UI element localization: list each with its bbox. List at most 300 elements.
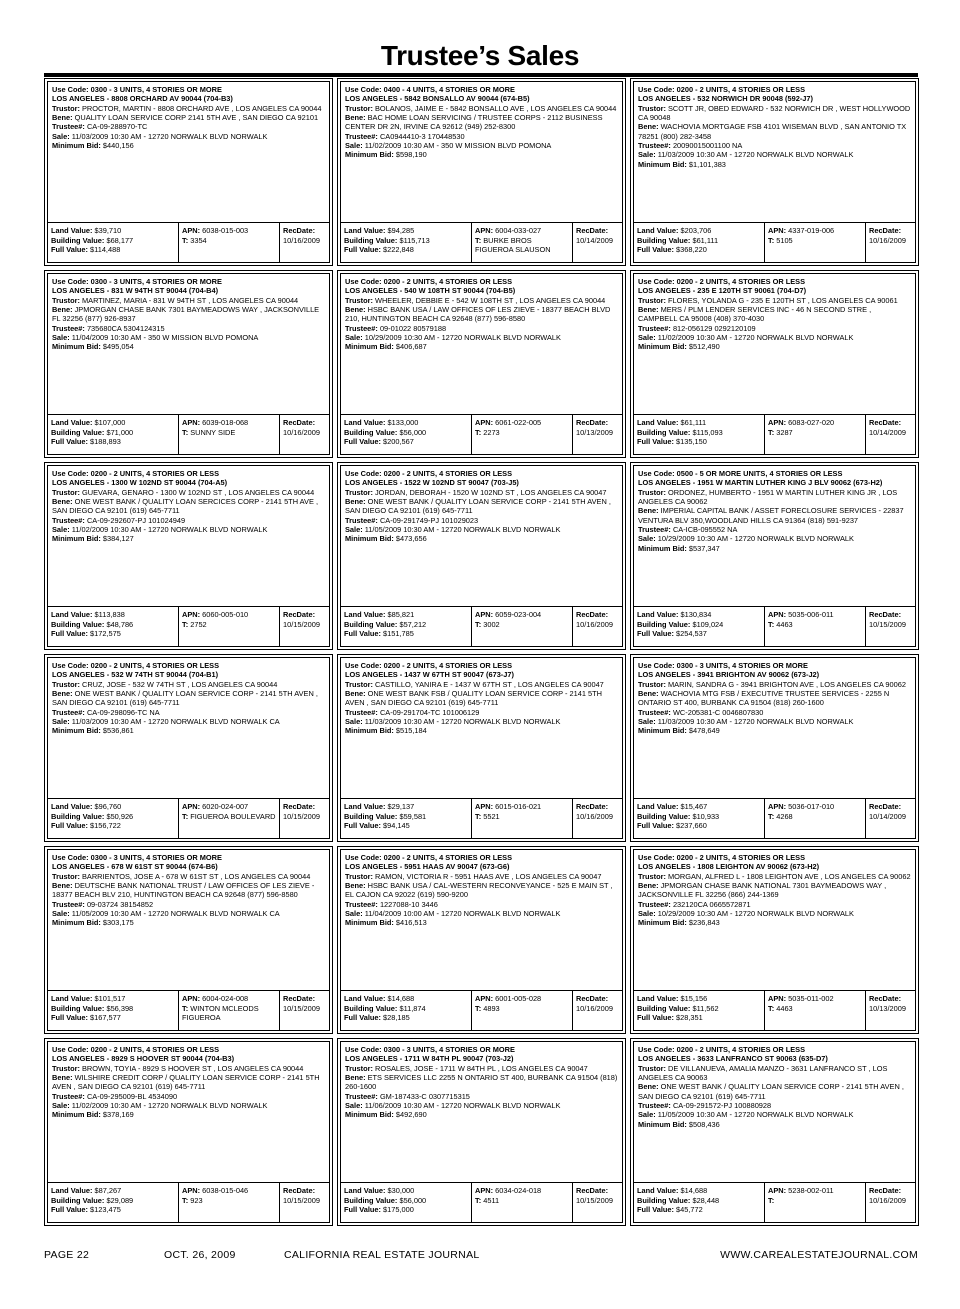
sale-info: 11/03/2009 10:30 AM - 12720 NORWALK BLVD NORWALK	[657, 716, 854, 726]
min-bid-line: Minimum Bid: $508,436	[638, 1119, 720, 1129]
trustee-line: Trustee#: CA-09-298096-TC NA	[52, 707, 160, 717]
trustor-line: Trustor: BROWN, TOYIA - 8929 S HOOVER ST , LOS ANGELES CA 90044	[52, 1063, 304, 1073]
apn: 5035-011-002	[788, 994, 834, 1003]
listing-details	[341, 850, 622, 990]
use-code: 0200 - 2 UNITS, 4 STORIES OR LESS	[90, 1045, 220, 1054]
beneficiary: WACHOVIA MORTGAGE FSB 4101 WISEMAN BLVD , SAN ANTONIO TX 78251 (800) 282-3458	[638, 122, 907, 141]
recdate-cell: RecDate: 10/15/2009	[279, 607, 329, 646]
trustee-line: Trustee#: CA-09-295009-BL 4534090	[52, 1091, 178, 1101]
building-value: $28,448	[692, 1195, 720, 1205]
journal-name: CALIFORNIA REAL ESTATE JOURNAL	[284, 1249, 480, 1261]
recdate-cell: RecDate: 10/16/2009	[572, 991, 622, 1030]
use-code-line: Use Code: 0300 - 3 UNITS, 4 STORIES OR MORE	[52, 85, 222, 94]
full-value: $175,000	[383, 1205, 414, 1215]
value-cell: Land Value: $14,688 Building Value: $28,448 Full Value: $45,772	[637, 1186, 720, 1215]
address: LOS ANGELES - 532 W 74TH ST 90044 (704-B1)	[52, 670, 219, 680]
listing-card	[337, 78, 626, 266]
sale-info: 11/02/2009 10:30 AM - 12720 NORWALK BLVD NORWALK	[71, 524, 268, 534]
listing-details	[341, 274, 622, 414]
min-bid-line: Minimum Bid: $478,649	[638, 726, 720, 736]
recdate-cell: RecDate: 10/13/2009	[572, 415, 622, 454]
listing-card	[630, 462, 919, 650]
beneficiary: QUALITY LOAN SERVICE CORP 2141 5TH AVE , SAN DIEGO CA 92101	[74, 112, 319, 122]
trustee-line: Trustee#: 232120CA 0665572871	[638, 899, 751, 909]
apn-cell: APN: 5238-002-011 T:	[764, 1183, 865, 1222]
property-address	[345, 1054, 618, 1063]
apn: 6039-018-068	[202, 418, 249, 427]
min-bid-line: Minimum Bid: $236,843	[638, 918, 720, 928]
listing-values	[634, 222, 915, 262]
listing-details	[634, 850, 915, 990]
property-address	[638, 862, 911, 871]
min-bid-line: Minimum Bid: $537,347	[638, 543, 720, 553]
listing-details	[48, 466, 329, 606]
building-value: $57,212	[399, 619, 427, 629]
building-value: $59,581	[399, 811, 427, 821]
use-code-line: Use Code: 0200 - 2 UNITS, 4 STORIES OR LESS	[638, 1045, 806, 1054]
sale-info: 11/03/2009 10:30 AM - 12720 NORWALK BLVD NORWALK	[71, 131, 268, 141]
use-code: 0300 - 3 UNITS, 4 STORIES OR MORE	[90, 853, 222, 862]
building-value: $61,111	[692, 235, 719, 245]
apn-cell: APN: 6020-024-007 T: FIGUEROA BOULEVARD	[178, 799, 279, 838]
trustee-number: CA-09-291749-PJ 101029023	[379, 515, 479, 525]
beneficiary: ONE WEST BANK / QUALITY LOAN SERCICES CORP - 2141 5TH AVE , SAN DIEGO CA 92101 (619) 645-7711	[52, 496, 319, 516]
land-value: $130,834	[680, 610, 712, 619]
recdate-cell: RecDate: 10/16/2009	[572, 799, 622, 838]
sale-line: Sale: 10/29/2009 10:30 AM - 12720 NORWALK BLVD NORWALK	[638, 534, 854, 544]
sale-line: Sale: 11/03/2009 10:30 AM - 12720 NORWALK BLVD NORWALK	[345, 716, 561, 726]
building-value: $68,177	[106, 235, 134, 245]
trustor: PROCTOR, MARTIN - 8808 ORCHARD AVE , LOS ANGELES CA 90044	[81, 103, 322, 113]
apn: 6038-015-046	[202, 1186, 249, 1195]
apn: 5036-017-010	[788, 802, 835, 811]
bene-line: Bene: HSBC BANK USA / LAW OFFICES OF LES ZIEVE - 18377 BEACH BLVD 210, HUNTINGTON BEACH CA 92648 (877) 596-8580	[345, 304, 611, 324]
bene-line: Bene: BAC HOME LOAN SERVICING / TRUSTEE CORPS - 2112 BUSINESS CENTER DR 2N, IRVINE CA 92612 (949) 252-8300	[345, 112, 603, 132]
property-address	[52, 1054, 325, 1063]
building-value: $29,089	[106, 1195, 134, 1205]
bene-line: Bene: JPMORGAN CHASE BANK 7301 BAYMEADOWS WAY , JACKSONVILLE FL 32256 (877) 926-8937	[52, 304, 320, 324]
sale-line: Sale: 11/04/2009 10:30 AM - 350 W MISSION BLVD POMONA	[52, 332, 259, 342]
full-value: $222,848	[383, 245, 414, 255]
apn: 6061-022-005	[495, 418, 542, 427]
apn: 6083-027-020	[788, 418, 835, 427]
trustee-line: Trustee#: CA-ICB-095552 NA	[638, 524, 738, 534]
listing-values	[341, 222, 622, 262]
beneficiary: ONE WEST BANK FSB / QUALITY LOAN SERVICE CORP - 2141 5TH AVEN , SAN DIEGO CA 92101 (619) 645-7711	[345, 688, 602, 708]
land-value: $94,285	[387, 226, 415, 235]
apn-cell: APN: 6061-022-005 T: 2273	[471, 415, 572, 454]
property-address	[52, 478, 325, 487]
land-value: $87,267	[94, 1186, 122, 1195]
listing-card	[337, 846, 626, 1034]
beneficiary: ETS SERVICES LLC 2255 N ONTARIO ST 400, BURBANK CA 91504 (818) 260-1600	[345, 1072, 618, 1092]
use-code-line: Use Code: 0500 - 5 OR MORE UNITS, 4 STORIES OR LESS	[638, 469, 843, 478]
full-value: $200,567	[383, 437, 414, 447]
apn-cell: APN: 5035-011-002 T: 4463	[764, 991, 865, 1030]
sale-info: 11/03/2009 10:30 AM - 12720 NORWALK BLVD NORWALK CA	[71, 716, 280, 726]
use-code: 0300 - 3 UNITS, 4 STORIES OR MORE	[90, 277, 222, 286]
address: LOS ANGELES - 5842 BONSALLO AV 90044 (674-B5)	[345, 94, 530, 104]
property-address	[638, 1054, 911, 1063]
use-code-line: Use Code: 0200 - 2 UNITS, 4 STORIES OR LESS	[52, 469, 220, 478]
trustee-number: CA0944410-3 170448530	[379, 131, 465, 141]
trustee-number: 09-01022 80579188	[379, 323, 447, 333]
use-code-line: Use Code: 0200 - 2 UNITS, 4 STORIES OR LESS	[345, 853, 513, 862]
min-bid-line: Minimum Bid: $512,490	[638, 342, 720, 352]
minimum-bid: $495,054	[102, 342, 134, 352]
use-code: 0200 - 2 UNITS, 4 STORIES OR LESS	[383, 853, 513, 862]
apn-cell: APN: 6038-015-003 T: 3354	[178, 223, 279, 262]
land-value: $15,156	[680, 994, 708, 1003]
property-address	[638, 286, 911, 295]
trustee-number: 812-056129 0292120109	[672, 323, 756, 333]
trustee-number: CA-09-291572-PJ 100880928	[672, 1100, 772, 1110]
listing-details	[48, 274, 329, 414]
use-code-line: Use Code: 0200 - 2 UNITS, 4 STORIES OR LESS	[345, 661, 513, 670]
listing-card	[630, 654, 919, 842]
tract: 3287	[776, 427, 793, 437]
tract: 4463	[776, 619, 793, 629]
sale-info: 11/03/2009 10:30 AM - 12720 NORWALK BLVD NORWALK	[657, 150, 854, 160]
building-value: $56,000	[399, 427, 427, 437]
sale-info: 10/29/2009 10:30 AM - 12720 NORWALK BLVD NORWALK	[657, 534, 854, 544]
min-bid-line: Minimum Bid: $440,156	[52, 140, 134, 150]
use-code-line: Use Code: 0300 - 3 UNITS, 4 STORIES OR MORE	[638, 661, 808, 670]
address: LOS ANGELES - 3941 BRIGHTON AV 90062 (673-J2)	[638, 670, 820, 680]
address: LOS ANGELES - 1300 W 102ND ST 90044 (704-A5)	[52, 478, 228, 488]
land-value: $85,821	[387, 610, 415, 619]
rec-date: 10/16/2009	[869, 235, 906, 245]
land-value: $107,000	[94, 418, 126, 427]
sale-line: Sale: 11/05/2009 10:30 AM - 12720 NORWALK BLVD NORWALK	[638, 1110, 854, 1120]
use-code: 0300 - 3 UNITS, 4 STORIES OR MORE	[676, 661, 808, 670]
sale-line: Sale: 11/05/2009 10:30 AM - 12720 NORWALK BLVD NORWALK CA	[52, 908, 280, 918]
bene-line: Bene: ONE WEST BANK FSB / QUALITY LOAN SERVICE CORP - 2141 5TH AVEN , SAN DIEGO CA 92101 (619) 645-7711	[345, 688, 602, 708]
recdate-cell: RecDate: 10/15/2009	[865, 607, 915, 646]
min-bid-line: Minimum Bid: $473,656	[345, 534, 427, 544]
trustor: DE VILLANUEVA, AMALIA MANZO - 3631 LANFRANCO ST , LOS ANGELES CA 90063	[638, 1063, 888, 1082]
trustee-line: Trustee#: CA-09-291704-TC 101006129	[345, 707, 480, 717]
address: LOS ANGELES - 540 W 108TH ST 90044 (704-B5)	[345, 286, 516, 296]
rec-date: 10/15/2009	[283, 619, 320, 629]
property-address	[345, 670, 618, 679]
trustor-line: Trustor: MARTINEZ, MARIA - 831 W 94TH ST , LOS ANGELES CA 90044	[52, 295, 299, 305]
listing-details	[341, 658, 622, 798]
sale-info: 11/05/2009 10:30 AM - 12720 NORWALK BLVD NORWALK	[657, 1110, 854, 1120]
minimum-bid: $303,175	[102, 918, 134, 928]
bene-line: Bene: ONE WEST BANK / QUALITY LOAN SERVICE CORP - 2141 5TH AVEN , SAN DIEGO CA 92101 (619) 645-7711	[345, 496, 611, 516]
trustor-line: Trustor: PROCTOR, MARTIN - 8808 ORCHARD AVE , LOS ANGELES CA 90044	[52, 103, 322, 113]
full-value: $45,772	[676, 1205, 703, 1215]
listing-details	[634, 658, 915, 798]
listing-card	[44, 78, 333, 266]
apn-cell: APN: 6015-016-021 T: 5521	[471, 799, 572, 838]
recdate-cell: RecDate: 10/14/2009	[865, 799, 915, 838]
use-code-line: Use Code: 0200 - 2 UNITS, 4 STORIES OR LESS	[52, 661, 220, 670]
sale-line: Sale: 11/05/2009 10:30 AM - 12720 NORWALK BLVD NORWALK	[345, 524, 561, 534]
listing-details	[48, 850, 329, 990]
land-value: $113,838	[94, 610, 125, 619]
tract: 4893	[483, 1003, 500, 1013]
bene-line: Bene: WACHOVIA MORTGAGE FSB 4101 WISEMAN BLVD , SAN ANTONIO TX 78251 (800) 282-3458	[638, 122, 907, 141]
listing-values	[341, 798, 622, 838]
property-address	[638, 670, 911, 679]
land-value: $61,111	[680, 418, 707, 427]
use-code: 0200 - 2 UNITS, 4 STORIES OR LESS	[676, 1045, 806, 1054]
beneficiary: JPMORGAN CHASE BANK NATIONAL 7301 BAYMEADOWS WAY , JACKSONVILLE FL 32256 (866) 244-1369	[638, 880, 887, 900]
trustee-number: CA-ICB-095552 NA	[672, 524, 738, 534]
min-bid-line: Minimum Bid: $378,169	[52, 1110, 134, 1120]
building-value: $11,562	[692, 1003, 719, 1013]
sale-line: Sale: 11/03/2009 10:30 AM - 12720 NORWALK BLVD NORWALK	[638, 716, 854, 726]
full-value: $156,722	[90, 821, 121, 831]
beneficiary: ONE WEST BANK / QUALITY LOAN SERVICE CORP - 2141 5TH AVEN , SAN DIEGO CA 92101 (619) 645-7711	[638, 1082, 904, 1101]
address: LOS ANGELES - 235 E 120TH ST 90061 (704-D7)	[638, 286, 807, 296]
trustor-line: Trustor: RAMON, VICTORIA R - 5951 HAAS AVE , LOS ANGELES CA 90047	[345, 871, 602, 881]
trustor: FLORES, YOLANDA G - 235 E 120TH ST , LOS ANGELES CA 90061	[667, 295, 898, 305]
listing-values	[634, 1182, 915, 1222]
rec-date: 10/16/2009	[283, 235, 320, 245]
title-rule	[44, 73, 918, 77]
use-code-line: Use Code: 0200 - 2 UNITS, 4 STORIES OR LESS	[52, 1045, 220, 1054]
trustor: CRUZ, JOSE - 532 W 74TH ST , LOS ANGELES CA 90044	[81, 679, 278, 689]
listing-card	[44, 654, 333, 842]
bene-line: Bene: ONE WEST BANK / QUALITY LOAN SERVICE CORP - 2141 5TH AVEN , SAN DIEGO CA 92101 (619) 645-7711	[52, 688, 318, 708]
sale-info: 11/04/2009 10:30 AM - 350 W MISSION BLVD POMONA	[71, 332, 259, 342]
land-value: $30,000	[387, 1186, 415, 1195]
property-address	[638, 94, 911, 103]
listing-card	[337, 654, 626, 842]
trustee-number: CA-09-292607-PJ 101024949	[86, 515, 186, 525]
land-value: $96,760	[94, 802, 122, 811]
tract: 4463	[776, 1003, 793, 1013]
sale-info: 11/02/2009 10:30 AM - 12720 NORWALK BLVD NORWALK	[657, 332, 854, 342]
listing-values	[634, 798, 915, 838]
value-cell: Land Value: $39,710 Building Value: $68,177 Full Value: $114,488	[51, 226, 134, 255]
value-cell: Land Value: $101,517 Building Value: $56,398 Full Value: $167,577	[51, 994, 134, 1023]
tract: 3002	[483, 619, 500, 629]
tract: 3354	[190, 235, 207, 245]
value-cell: Land Value: $203,706 Building Value: $61,111 Full Value: $368,220	[637, 226, 719, 255]
trustor-line: Trustor: MORGAN, ALFRED L - 1808 LEIGHTON AVE , LOS ANGELES CA 90062	[638, 871, 911, 881]
trustee-line: Trustee#: 09-01022 80579188	[345, 323, 447, 333]
trustee-number: WC-205381-C 0046807830	[672, 707, 764, 717]
min-bid-line: Minimum Bid: $536,861	[52, 726, 134, 736]
listing-card	[44, 846, 333, 1034]
use-code: 0200 - 2 UNITS, 4 STORIES OR LESS	[676, 85, 806, 94]
sale-line: Sale: 11/02/2009 10:30 AM - 12720 NORWALK BLVD NORWALK	[52, 524, 268, 534]
listing-values	[634, 990, 915, 1030]
trustee-line: Trustee#: CA-09-291572-PJ 100880928	[638, 1100, 772, 1110]
trustee-number: GM-187433-C 0307715315	[379, 1091, 470, 1101]
minimum-bid: $537,347	[688, 543, 720, 553]
journal-url: WWW.CAREALESTATEJOURNAL.COM	[720, 1249, 918, 1261]
recdate-cell: RecDate: 10/16/2009	[865, 223, 915, 262]
tract: 4268	[776, 811, 793, 821]
listing-values	[341, 990, 622, 1030]
sale-line: Sale: 11/03/2009 10:30 AM - 12720 NORWALK BLVD NORWALK CA	[52, 716, 280, 726]
trustee-line: Trustee#: 1227088-10 3446	[345, 899, 438, 909]
listing-card	[337, 462, 626, 650]
trustee-number: CA-09-298096-TC NA	[86, 707, 160, 717]
listing-details	[634, 82, 915, 222]
use-code: 0400 - 4 UNITS, 4 STORIES OR MORE	[383, 85, 515, 94]
trustee-line: Trustee#: GM-187433-C 0307715315	[345, 1091, 470, 1101]
use-code: 0200 - 2 UNITS, 4 STORIES OR LESS	[383, 469, 513, 478]
bene-line: Bene: ETS SERVICES LLC 2255 N ONTARIO ST 400, BURBANK CA 91504 (818) 260-1600	[345, 1072, 618, 1092]
recdate-cell: RecDate: 10/15/2009	[279, 991, 329, 1030]
land-value: $29,137	[387, 802, 415, 811]
page-footer	[44, 1249, 918, 1263]
trustor-line: Trustor: WHEELER, DEBBIE E - 542 W 108TH ST , LOS ANGELES CA 90044	[345, 295, 606, 305]
trustee-number: 1227088-10 3446	[379, 899, 438, 909]
trustee-line: Trustee#: CA-09-292607-PJ 101024949	[52, 515, 186, 525]
rec-date: 10/15/2009	[283, 1003, 320, 1013]
bene-line: Bene: ONE WEST BANK / QUALITY LOAN SERCICES CORP - 2141 5TH AVE , SAN DIEGO CA 92101 (619) 645-7711	[52, 496, 319, 516]
apn: 6004-024-008	[202, 994, 249, 1003]
listing-details	[634, 466, 915, 606]
rec-date: 10/14/2009	[576, 235, 613, 245]
sale-info: 11/02/2009 10:30 AM - 350 W MISSION BLVD POMONA	[364, 140, 552, 150]
min-bid-line: Minimum Bid: $384,127	[52, 534, 134, 544]
full-value: $172,575	[90, 629, 121, 639]
trustor-line: Trustor: DE VILLANUEVA, AMALIA MANZO - 3631 LANFRANCO ST , LOS ANGELES CA 90063	[638, 1063, 888, 1082]
trustee-line: Trustee#: WC-205381-C 0046807830	[638, 707, 764, 717]
address: LOS ANGELES - 532 NORWICH DR 90048 (592-J7)	[638, 94, 813, 104]
recdate-cell: RecDate: 10/13/2009	[865, 991, 915, 1030]
building-value: $109,024	[692, 619, 724, 629]
bene-line: Bene: DEUTSCHE BANK NATIONAL TRUST / LAW OFFICES OF LES ZIEVE - 18377 BEACH BLV 210, HUNTINGTON BEACH CA 92648 (877) 596-8580	[52, 880, 315, 900]
apn-cell: APN: 6004-033-027 T: BURKE BROS FIGUEROA SLAUSON	[471, 223, 572, 262]
trustee-line: Trustee#: CA0944410-3 170448530	[345, 131, 465, 141]
recdate-cell: RecDate: 10/15/2009	[279, 1183, 329, 1222]
minimum-bid: $406,687	[395, 342, 427, 352]
value-cell: Land Value: $61,111 Building Value: $115,093 Full Value: $135,150	[637, 418, 723, 447]
trustee-line: Trustee#: 735680CA 5304124315	[52, 323, 165, 333]
min-bid-line: Minimum Bid: $303,175	[52, 918, 134, 928]
listing-details	[634, 274, 915, 414]
trustee-number: CA-09-295009-BL 4534090	[86, 1091, 178, 1101]
value-cell: Land Value: $96,760 Building Value: $50,926 Full Value: $156,722	[51, 802, 134, 831]
listing-details	[341, 466, 622, 606]
trustor: ROSALES, JOSE - 1711 W 84TH PL , LOS ANGELES CA 90047	[374, 1063, 588, 1073]
sale-line: Sale: 11/04/2009 10:00 AM - 12720 NORWALK BLVD NORWALK	[345, 908, 561, 918]
trustor: MARIN, SANDRA G - 3941 BRIGHTON AVE , LOS ANGELES CA 90062	[667, 679, 906, 689]
value-cell: Land Value: $15,467 Building Value: $10,933 Full Value: $237,660	[637, 802, 720, 831]
rec-date: 10/16/2009	[576, 1003, 613, 1013]
full-value: $94,145	[383, 821, 410, 831]
land-value: $14,688	[680, 1186, 708, 1195]
bene-line: Bene: WILSHIRE CREDIT CORP / QUALITY LOAN SERVICE CORP - 2141 5TH AVEN , SAN DIEGO CA 92101 (619) 645-7711	[52, 1072, 320, 1092]
trustee-number: CA-09-291704-TC 101006129	[379, 707, 480, 717]
beneficiary: ONE WEST BANK / QUALITY LOAN SERVICE CORP - 2141 5TH AVEN , SAN DIEGO CA 92101 (619) 645-7711	[52, 688, 318, 708]
address: LOS ANGELES - 1951 W MARTIN LUTHER KING J BLV 90062 (673-H2)	[638, 478, 883, 488]
address: LOS ANGELES - 8929 S HOOVER ST 90044 (704-B3)	[52, 1054, 235, 1064]
listing-card	[630, 1038, 919, 1226]
bene-line: Bene: MERS / PLM LENDER SERVICES INC - 46 N SECOND STRE , CAMPBELL CA 95008 (408) 370-4030	[638, 304, 872, 324]
rec-date: 10/16/2009	[576, 619, 613, 629]
trustee-line: Trustee#: 20090015001100 NA	[638, 140, 743, 150]
bene-line: Bene: JPMORGAN CHASE BANK NATIONAL 7301 BAYMEADOWS WAY , JACKSONVILLE FL 32256 (866) 244-1369	[638, 880, 887, 900]
apn-cell: APN: 6060-005-010 T: 2752	[178, 607, 279, 646]
beneficiary: HSBC BANK USA / CAL-WESTERN RECONVEYANCE - 525 E MAIN ST , EL CAJON CA 92022 (619) 590-9200	[345, 880, 613, 900]
property-address	[52, 286, 325, 295]
trustee-line: Trustee#: 812-056129 0292120109	[638, 323, 756, 333]
rec-date: 10/16/2009	[869, 1195, 906, 1205]
use-code: 0300 - 3 UNITS, 4 STORIES OR MORE	[383, 1045, 515, 1054]
trustee-number: CA-09-288970-TC	[86, 122, 148, 132]
apn: 5238-002-011	[788, 1186, 834, 1195]
value-cell: Land Value: $94,285 Building Value: $115,713 Full Value: $222,848	[344, 226, 430, 255]
listing-values	[48, 798, 329, 838]
value-cell: Land Value: $30,000 Building Value: $56,000 Full Value: $175,000	[344, 1186, 427, 1215]
trustor: BARRIENTOS, JOSE A - 678 W 61ST ST , LOS ANGELES CA 90044	[81, 871, 311, 881]
apn-cell: APN: 5036-017-010 T: 4268	[764, 799, 865, 838]
beneficiary: WACHOVIA MTG FSB / EXECUTIVE TRUSTEE SERVICES - 2255 N ONTARIO ST 400, BURBANK CA 91504 (818) 260-1600	[638, 688, 890, 708]
use-code: 0200 - 2 UNITS, 4 STORIES OR LESS	[676, 853, 806, 862]
beneficiary: WILSHIRE CREDIT CORP / QUALITY LOAN SERVICE CORP - 2141 5TH AVEN , SAN DIEGO CA 92101 (619) 645-7711	[52, 1072, 320, 1092]
property-address	[52, 94, 325, 103]
value-cell: Land Value: $14,688 Building Value: $11,874 Full Value: $28,185	[344, 994, 426, 1023]
apn-cell: APN: 6083-027-020 T: 3287	[764, 415, 865, 454]
bene-line: Bene: IMPERIAL CAPITAL BANK / ASSET FORECLOSURE SERVICES - 22837 VENTURA BLV 350,WOODLAND HILLS CA 91364 (818) 591-9237	[638, 506, 904, 525]
beneficiary: HSBC BANK USA / LAW OFFICES OF LES ZIEVE - 18377 BEACH BLVD 210, HUNTINGTON BEACH CA 92648 (877) 596-8580	[345, 304, 611, 324]
apn-cell: APN: 6004-024-008 T: WINTON MCLEODS FIGUEROA	[178, 991, 279, 1030]
full-value: $151,785	[383, 629, 414, 639]
rec-date: 10/15/2009	[283, 1195, 320, 1205]
apn: 5035-006-011	[788, 610, 834, 619]
address: LOS ANGELES - 678 W 61ST ST 90044 (674-B6)	[52, 862, 218, 872]
use-code-line: Use Code: 0200 - 2 UNITS, 4 STORIES OR LESS	[345, 277, 513, 286]
address: LOS ANGELES - 5951 HAAS AV 90047 (673-G6)	[345, 862, 510, 872]
rec-date: 10/15/2009	[869, 619, 906, 629]
minimum-bid: $1,101,383	[688, 159, 726, 169]
trustor-line: Trustor: JORDAN, DEBORAH - 1520 W 102ND ST , LOS ANGELES CA 90047	[345, 487, 607, 497]
trustor-line: Trustor: SCOTT JR, OBED EDWARD - 532 NORWICH DR , WEST HOLLYWOOD CA 90048	[638, 103, 911, 122]
rec-date: 10/16/2009	[283, 427, 320, 437]
listing-details	[634, 1042, 915, 1182]
full-value: $188,893	[90, 437, 121, 447]
tract: FIGUEROA BOULEVARD	[190, 811, 276, 821]
rec-date: 10/16/2009	[576, 811, 613, 821]
recdate-cell: RecDate: 10/15/2009	[279, 799, 329, 838]
full-value: $28,185	[383, 1013, 410, 1023]
trustor-line: Trustor: MARIN, SANDRA G - 3941 BRIGHTON AVE , LOS ANGELES CA 90062	[638, 679, 906, 689]
apn: 6034-024-018	[495, 1186, 542, 1195]
listing-card	[630, 270, 919, 458]
trustor-line: Trustor: CASTILLO, YANIRA E - 1437 W 67TH ST , LOS ANGELES CA 90047	[345, 679, 604, 689]
tract: 5105	[776, 235, 793, 245]
recdate-cell: RecDate: 10/15/2009	[572, 1183, 622, 1222]
rec-date: 10/13/2009	[576, 427, 613, 437]
sale-line: Sale: 10/29/2009 10:30 AM - 12720 NORWALK BLVD NORWALK	[345, 332, 561, 342]
listing-card	[630, 846, 919, 1034]
full-value: $167,577	[90, 1013, 121, 1023]
beneficiary: IMPERIAL CAPITAL BANK / ASSET FORECLOSURE SERVICES - 22837 VENTURA BLV 350,WOODLAND HILLS CA 91364 (818) 591-9237	[638, 506, 904, 525]
beneficiary: JPMORGAN CHASE BANK 7301 BAYMEADOWS WAY , JACKSONVILLE FL 32256 (877) 926-8937	[52, 304, 320, 324]
land-value: $203,706	[680, 226, 712, 235]
rec-date: 10/13/2009	[869, 1003, 906, 1013]
building-value: $71,000	[106, 427, 134, 437]
trustor: GUEVARA, GENARO - 1300 W 102ND ST , LOS ANGELES CA 90044	[81, 487, 315, 497]
apn-cell: APN: 6038-015-046 T: 923	[178, 1183, 279, 1222]
building-value: $56,000	[399, 1195, 427, 1205]
listing-card	[44, 462, 333, 650]
address: LOS ANGELES - 1711 W 84TH PL 90047 (703-J2)	[345, 1054, 514, 1064]
property-address	[345, 286, 618, 295]
listing-details	[341, 82, 622, 222]
trustor: MORGAN, ALFRED L - 1808 LEIGHTON AVE , LOS ANGELES CA 90062	[667, 871, 911, 881]
